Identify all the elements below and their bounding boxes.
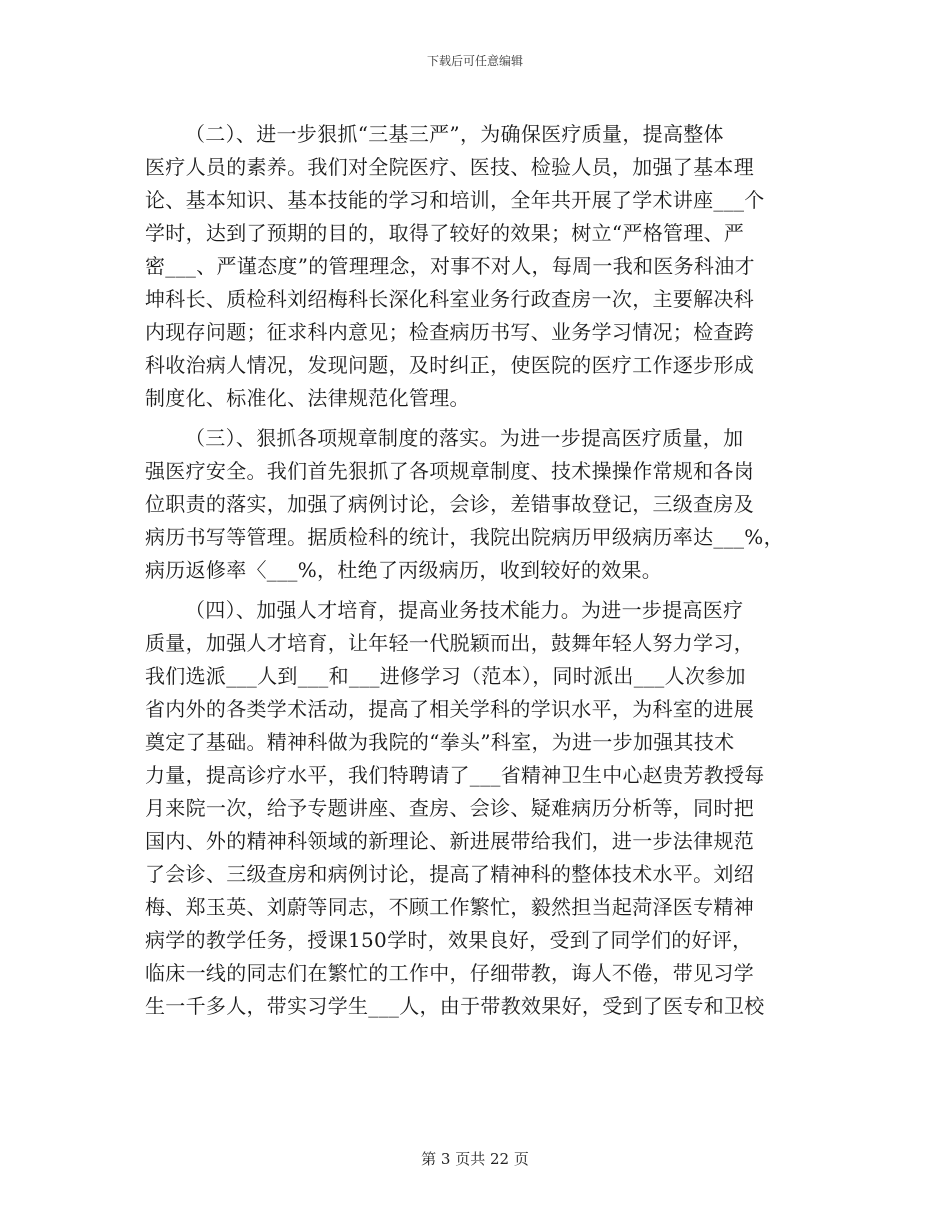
- paragraph-3: [145, 422, 805, 587]
- paragraph-2: [145, 118, 805, 415]
- text-line: 制度化、标准化、法律规范化管理。: [145, 386, 470, 410]
- text-line: 内现存问题；征求科内意见；检查病历书写、业务学习情况；检查跨: [145, 320, 754, 344]
- text-line: 密___、严谨态度”的管理理念，对事不对人，每周一我和医务科油才: [145, 254, 755, 278]
- text-line: 了会诊、三级查房和病例讨论，提高了精神科的整体技术水平。刘绍: [145, 862, 754, 886]
- text-line: 质量，加强人才培育，让年轻一代脱颖而出，鼓舞年轻人努力学习，: [145, 631, 754, 655]
- text-line: 医疗人员的素养。我们对全院医疗、医技、检验人员，加强了基本理: [145, 155, 754, 179]
- text-line: 坤科长、质检科刘绍梅科长深化科室业务行政查房一次，主要解决科: [145, 287, 754, 311]
- text-line: 学时，达到了预期的目的，取得了较好的效果；树立“严格管理、严: [145, 221, 745, 245]
- text-line: 梅、郑玉英、刘蔚等同志，不顾工作繁忙，毅然担当起菏泽医专精神: [145, 895, 754, 919]
- text-line: 病历书写等管理。据质检科的统计，我院出院病历甲级病历率达___%，: [145, 525, 784, 549]
- text-line: 论、基本知识、基本技能的学习和培训，全年共开展了学术讲座___个: [145, 188, 765, 212]
- paragraph-4: [145, 594, 805, 1023]
- text-line: 省内外的各类学术活动，提高了相关学科的学识水平，为科室的进展: [145, 697, 754, 721]
- text-line: 月来院一次，给予专题讲座、查房、会诊、疑难病历分析等，同时把: [145, 796, 754, 820]
- text-line: 科收治病人情况，发现问题，及时纠正，使医院的医疗工作逐步形成: [145, 353, 754, 377]
- text-line: （四）、加强人才培育，提高业务技术能力。为进一步提高医疗: [185, 598, 744, 622]
- text-line: 病历返修率〈___%，杜绝了丙级病历，收到较好的效果。: [145, 558, 663, 582]
- text-line: 奠定了基础。精神科做为我院的“拳头”科室，为进一步加强其技术: [145, 730, 735, 754]
- text-line: （三）、狠抓各项规章制度的落实。为进一步提高医疗质量，加: [185, 426, 744, 450]
- text-line: 强医疗安全。我们首先狠抓了各项规章制度、技术操操作常规和各岗: [145, 459, 754, 483]
- text-line: 临床一线的同志们在繁忙的工作中，仔细带教，诲人不倦，带见习学: [145, 961, 754, 985]
- text-line: 病学的教学任务，授课150学时，效果良好，受到了同学们的好评，: [145, 928, 753, 952]
- text-line: 生一千多人，带实习学生___人，由于带教效果好，受到了医专和卫校: [145, 994, 765, 1018]
- text-line: 我们选派___人到___和___进修学习（范本），同时派出___人次参加: [145, 664, 746, 688]
- text-line: 位职责的落实，加强了病例讨论，会诊，差错事故登记，三级查房及: [145, 492, 754, 516]
- page-header: 下载后可任意编辑: [426, 54, 523, 68]
- document-body: [145, 118, 805, 1023]
- page-number-footer: 第 3 页共 22 页: [421, 1150, 529, 1168]
- text-line: 力量，提高诊疗水平，我们特聘请了___省精神卫生中心赵贵芳教授每: [145, 763, 765, 787]
- text-line: 国内、外的精神科领域的新理论、新进展带给我们，进一步法律规范: [145, 829, 754, 853]
- text-line: （二）、进一步狠抓“三基三严”，为确保医疗质量，提高整体: [185, 122, 724, 146]
